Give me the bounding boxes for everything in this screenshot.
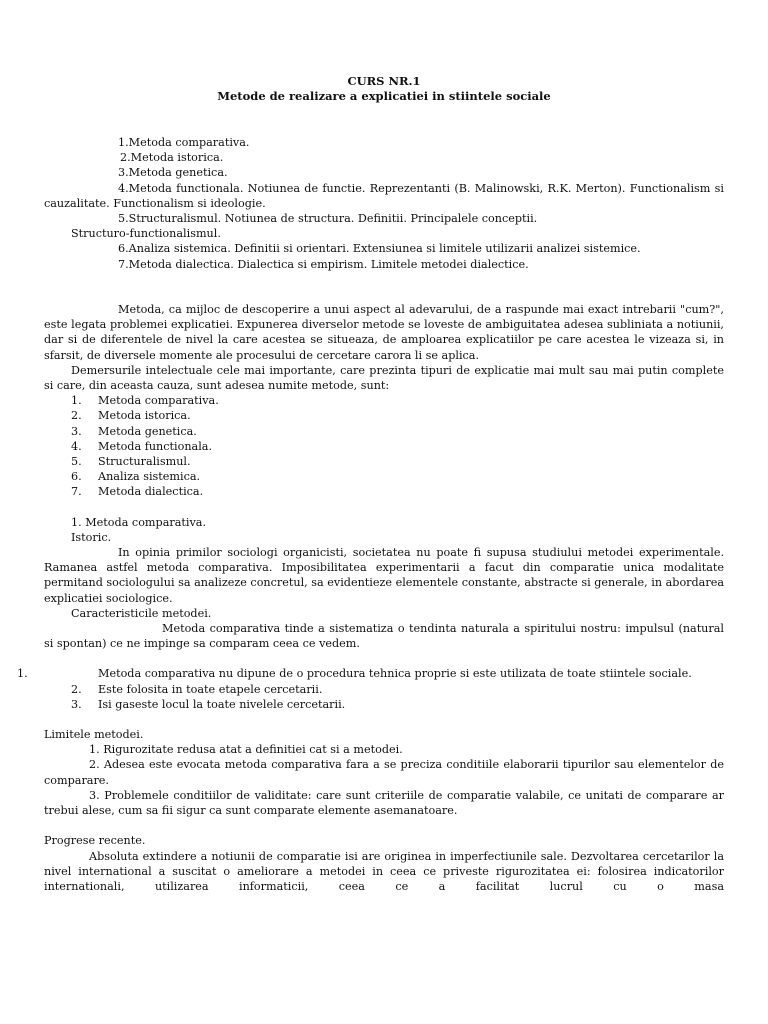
list-text: Metoda istorica.: [98, 409, 191, 423]
list-text: Metoda comparativa nu dipune de o procedura tehnica proprie si este utilizata de toate stiintele sociale.: [98, 667, 692, 681]
list-number: 1.: [71, 394, 82, 408]
list-item: [44, 682, 724, 697]
subheading-progrese: Progrese recente.: [44, 834, 146, 848]
list-text: Structuralismul.: [98, 455, 191, 469]
list-item: [44, 484, 724, 499]
list-item: [44, 408, 724, 423]
toc-item: Structuro-functionalismul.: [71, 227, 221, 241]
characteristics-list: [17, 666, 724, 712]
list-text: Isi gaseste locul la toate nivelele cercetarii.: [98, 697, 346, 711]
intro-paragraph: Metoda, ca mijloc de descoperire a unui aspect al adevarului, de a raspunde mai exact intrebarii "cum?", este legata problemei explicatiei. Expunerea diverselor metode se loveste de ambiguitatea adesea subliniata a notiunii, dar si de diferentele de nivel la care acestea se situeaza, de amploarea explicatiilor pe care acestea le vizeaza si, in sfarsit, de diversele momente ale procesului de cercetare carora li se aplica.: [44, 303, 724, 362]
list-number: 1.: [17, 667, 28, 681]
spacer: [44, 712, 724, 727]
spacer: [44, 818, 724, 833]
limite-item: 2. Adesea este evocata metoda comparativa fara a se preciza conditiile elaborarii tipurilor sau elementelor de comparare.: [44, 758, 724, 787]
caracteristici-paragraph: Metoda comparativa tinde a sistematiza o tendinta naturala a spiritului nostru: impulsul (natural si spontan) ce ne impinge sa comparam ceea ce vedem.: [44, 622, 724, 651]
list-item: [44, 469, 724, 484]
toc-item: 4.Metoda functionala. Notiunea de functie. Reprezentanti (B. Malinowski, R.K. Merton). Functionalism si cauzalitate. Functionalism si ideologie.: [44, 181, 724, 210]
list-item: [44, 393, 724, 408]
istoric-paragraph: In opinia primilor sociologi organicisti, societatea nu poate fi supusa studiului metodei experimentale. Ramanea astfel metoda comparativa. Imposibilitatea experimentarii a facut din comparatie unica modalitate permitand sociologului sa analizeze concretul, sa evidentieze elementele constante, abstracte si generale, in abordarea explicatiei sociologice.: [44, 546, 724, 605]
list-item: [44, 697, 724, 712]
list-item: [17, 666, 724, 681]
list-item: [44, 439, 724, 454]
toc-item: 7.Metoda dialectica. Dialectica si empirism. Limitele metodei dialectice.: [118, 257, 529, 271]
toc-item: 2.Metoda istorica.: [120, 151, 224, 165]
toc-item: 1.Metoda comparativa.: [118, 136, 250, 149]
subheading-caracteristici: Caracteristicile metodei.: [71, 606, 212, 620]
list-text: Metoda dialectica.: [98, 485, 204, 499]
list-number: 4.: [71, 439, 82, 453]
progrese-paragraph: Absoluta extindere a notiunii de comparatie isi are originea in imperfectiunile sale. Dezvoltarea cercetarilor la nivel international a suscitat o ameliorare a metodei in ceea ce priveste rigurozitatea ei: folosirea indicatorilor internationali, utilizarea informaticii, ceea ce a facilitat lucrul cu o masa: [44, 849, 724, 893]
table-of-contents: [44, 135, 724, 272]
section-heading: 1. Metoda comparativa.: [71, 515, 207, 529]
list-number: 3.: [71, 424, 82, 438]
list-text: Metoda functionala.: [98, 439, 212, 453]
list-text: Metoda genetica.: [98, 424, 197, 438]
limite-item: 1. Rigurozitate redusa atat a definitiei cat si a metodei.: [89, 743, 403, 757]
toc-item: 3.Metoda genetica.: [118, 166, 228, 180]
list-text: Analiza sistemica.: [98, 470, 201, 484]
list-item: [44, 454, 724, 469]
list-item: [44, 424, 724, 439]
limite-item: 3. Problemele conditiilor de validitate: care sunt criteriile de comparatie valabile, ce unitati de comparare ar trebui alese, cum sa fii sigur ca sunt comparate elemente asemanatoare.: [44, 788, 724, 818]
methods-list: [44, 393, 724, 499]
list-text: Este folosita in toate etapele cercetarii.: [98, 682, 323, 696]
list-number: 3.: [71, 697, 82, 711]
subheading-limite: Limitele metodei.: [44, 728, 144, 742]
list-number: 5.: [71, 455, 82, 469]
list-number: 2.: [71, 682, 82, 696]
list-number: 7.: [71, 485, 82, 499]
subheading-istoric: Istoric.: [71, 530, 112, 544]
list-number: 6.: [71, 470, 82, 484]
spacer: [44, 651, 724, 666]
course-subtitle: Metode de realizare a explicatiei in stiintele sociale: [217, 89, 551, 103]
toc-item: 5.Structuralismul. Notiunea de structura. Definitii. Principalele conceptii.: [118, 212, 538, 226]
intro-paragraph: Demersurile intelectuale cele mai importante, care prezinta tipuri de explicatie mai mult sau mai putin complete si care, din aceasta cauza, sunt adesea numite metode, sunt:: [44, 363, 724, 393]
list-text: Metoda comparativa.: [98, 394, 219, 408]
toc-item: 6.Analiza sistemica. Definitii si orientari. Extensiunea si limitele utilizarii analizei sistemice.: [118, 242, 641, 256]
course-title: CURS NR.1: [347, 74, 421, 88]
main-text: [17, 302, 724, 894]
spacer: [44, 500, 724, 515]
list-number: 2.: [71, 409, 82, 423]
